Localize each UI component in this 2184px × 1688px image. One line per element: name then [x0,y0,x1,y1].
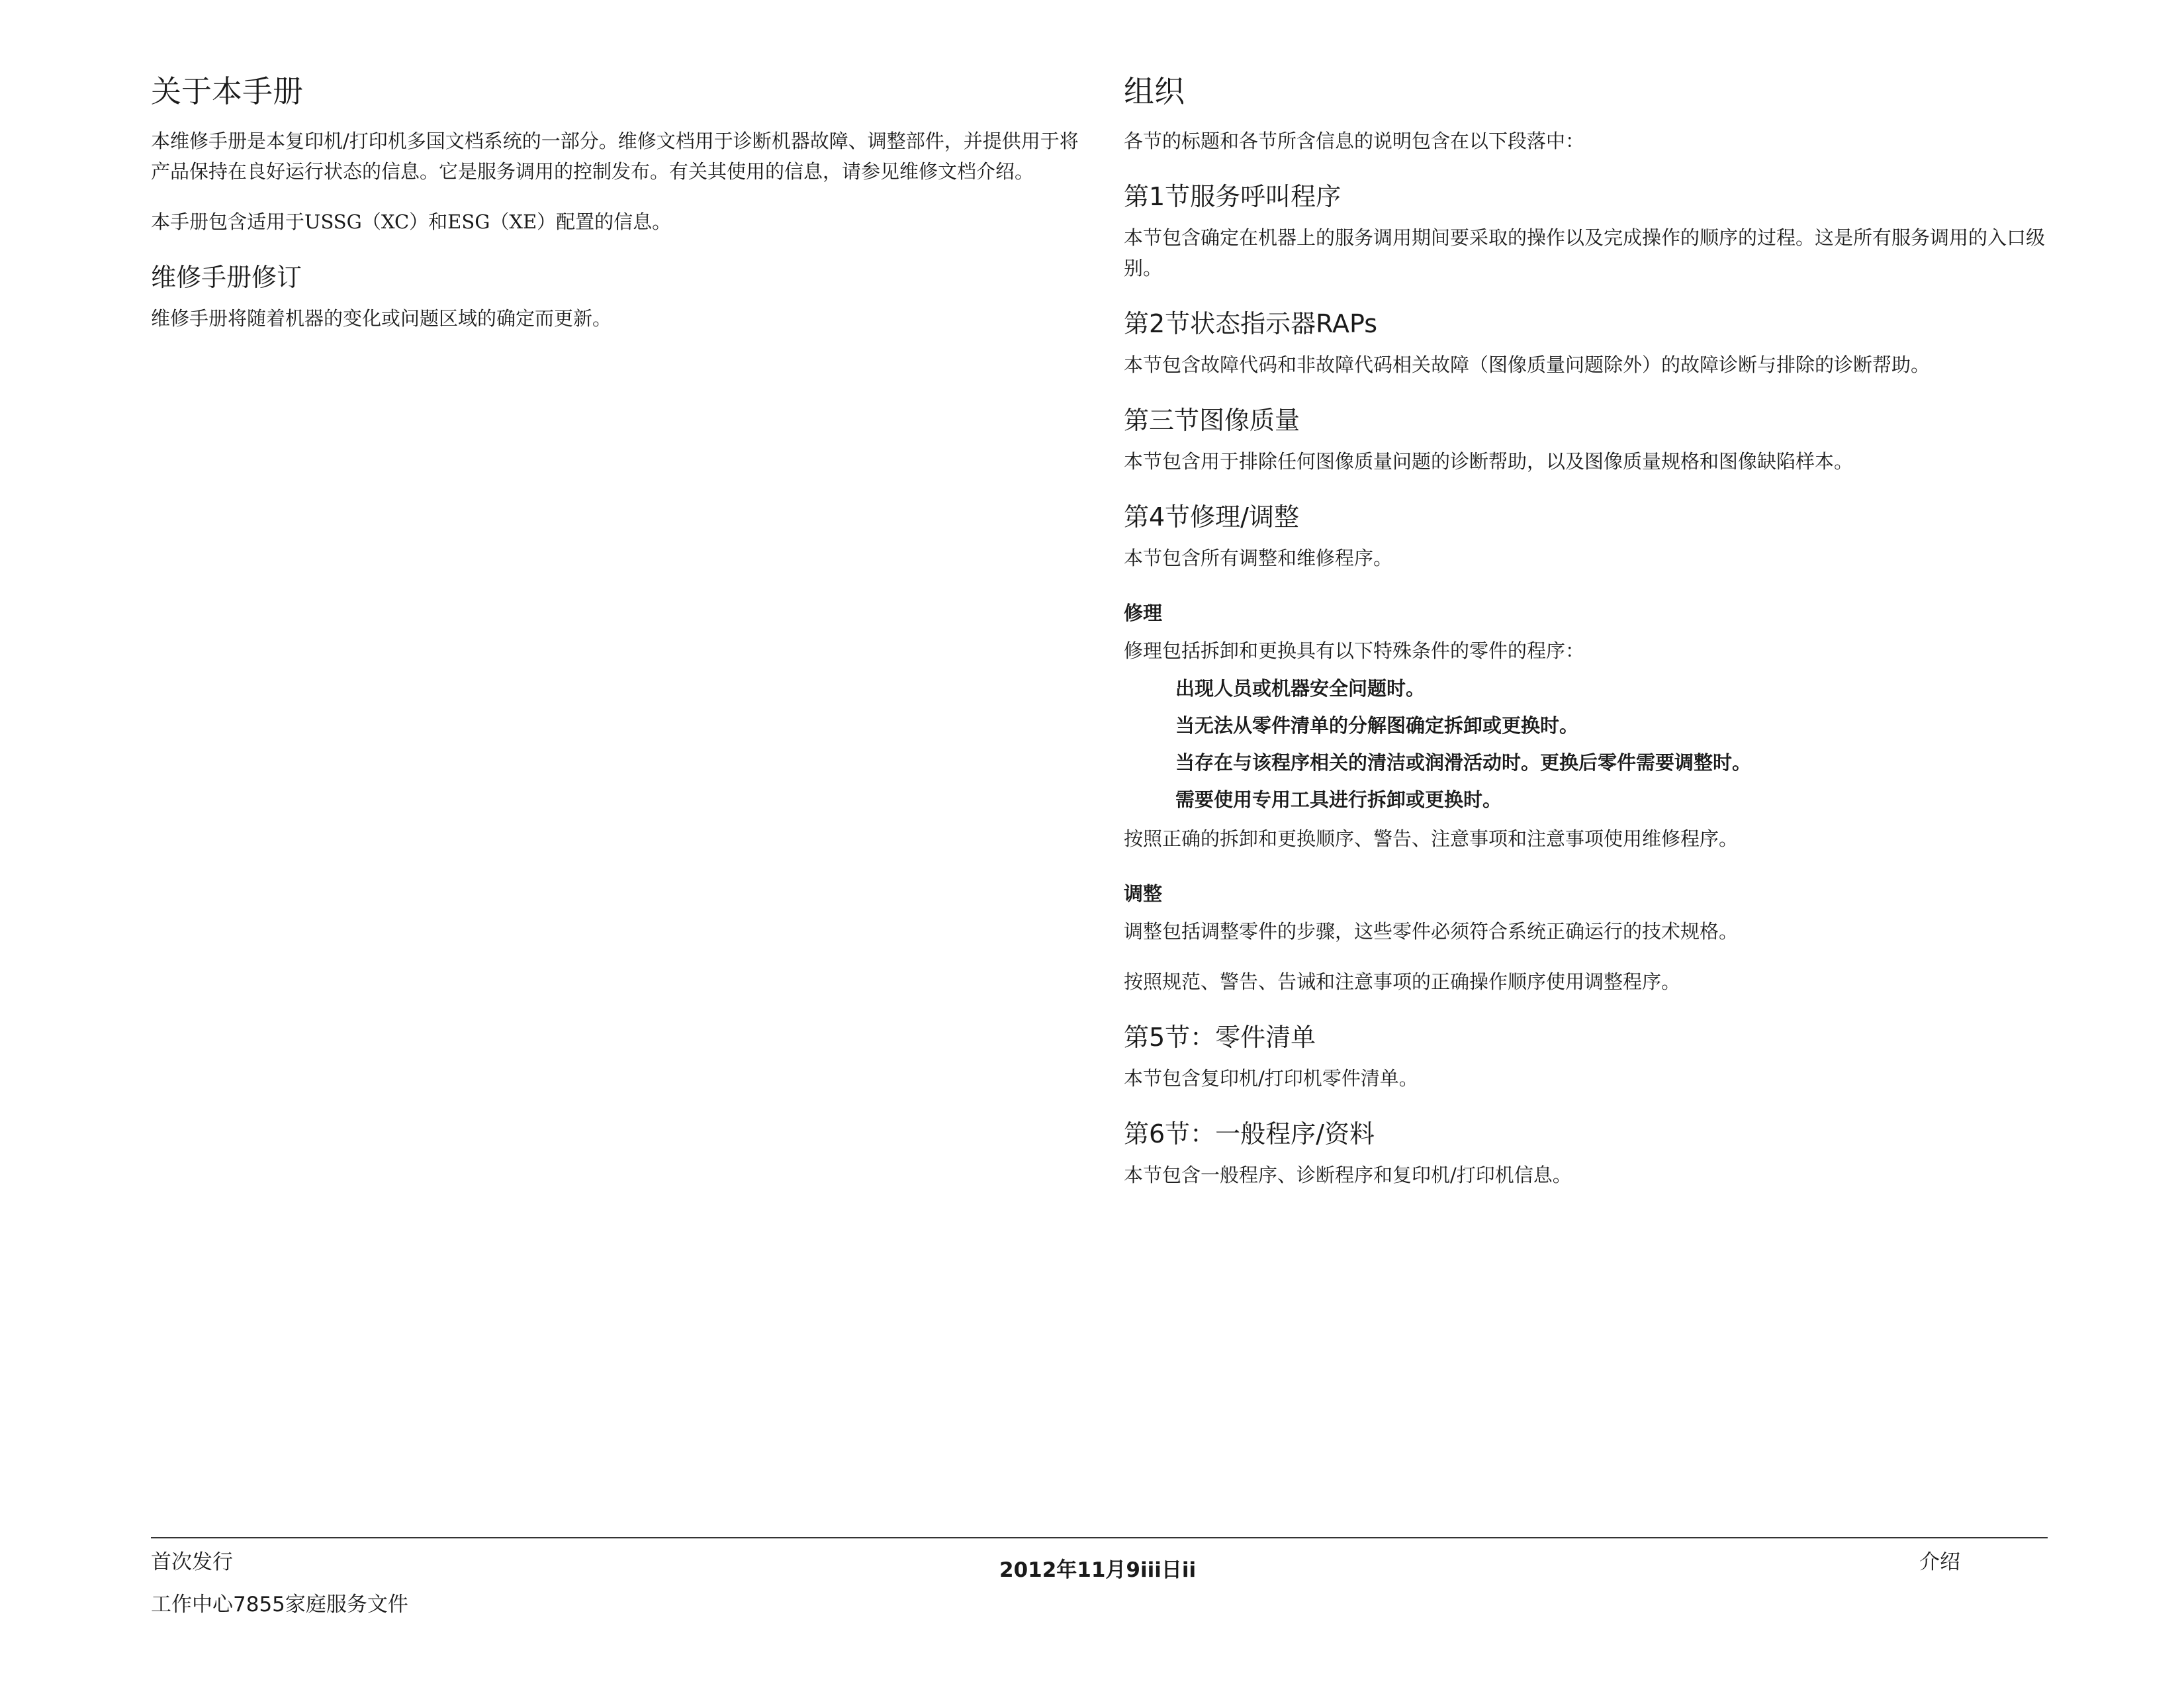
footer-issue: 首次发行 [151,1550,233,1574]
footer-divider [151,1537,2048,1538]
section3-heading: 第三节图像质量 [1124,406,1300,435]
about-manual-heading: 关于本手册 [151,73,303,109]
section5-heading: 第5节：零件清单 [1124,1023,1316,1052]
adjust-text-2: 按照规范、警告、告诫和注意事项的正确操作顺序使用调整程序。 [1124,970,1681,993]
section6-text: 本节包含一般程序、诊断程序和复印机/打印机信息。 [1124,1164,1572,1186]
section6-heading: 第6节：一般程序/资料 [1124,1119,1375,1149]
list-item: 需要使用专用工具进行拆卸或更换时。 [1175,788,1502,811]
list-item: 出现人员或机器安全问题时。 [1175,677,1426,700]
revision-text: 维修手册将随着机器的变化或问题区域的确定而更新。 [151,307,612,330]
revision-heading: 维修手册修订 [151,263,302,292]
right-column [1124,71,2050,1210]
section2-text: 本节包含故障代码和非故障代码相关故障（图像质量问题除外）的故障诊断与排除的诊断帮助。 [1124,353,1931,376]
section3-text: 本节包含用于排除任何图像质量问题的诊断帮助，以及图像质量规格和图像缺陷样本。 [1124,450,1854,473]
section1-heading: 第1节服务呼叫程序 [1124,182,1342,211]
section1-text: 本节包含确定在机器上的服务调用期间要采取的操作以及完成操作的顺序的过程。这是所有服务调用的入口级别。 [1124,226,2046,279]
repair-conditions-list [1175,670,2050,818]
repair-heading: 修理 [1124,602,1163,624]
left-column [151,71,1091,353]
section4-text: 本节包含所有调整和维修程序。 [1124,547,1393,569]
repair-intro: 修理包括拆卸和更换具有以下特殊条件的零件的程序： [1124,639,1585,662]
list-item: 当存在与该程序相关的清洁或润滑活动时。更换后零件需要调整时。 [1175,751,1752,774]
footer-date: 2012年11月9iii日ii [999,1558,1197,1582]
organization-heading: 组织 [1124,73,1185,109]
config-note: 本手册包含适用于USSG（XC）和ESG（XE）配置的信息。 [151,211,672,233]
repair-outro: 按照正确的拆卸和更换顺序、警告、注意事项和注意事项使用维修程序。 [1124,827,1739,850]
section4-heading: 第4节修理/调整 [1124,502,1299,532]
organization-intro: 各节的标题和各节所含信息的说明包含在以下段落中： [1124,130,1585,152]
list-item: 当无法从零件清单的分解图确定拆卸或更换时。 [1175,714,1579,737]
section2-heading: 第2节状态指示器RAPs [1124,309,1378,338]
adjust-text-1: 调整包括调整零件的步骤，这些零件必须符合系统正确运行的技术规格。 [1124,920,1739,943]
footer-section-name: 介绍 [1919,1550,1960,1574]
footer-document-title: 工作中心7855家庭服务文件 [151,1593,408,1617]
adjust-heading: 调整 [1124,882,1163,905]
section5-text: 本节包含复印机/打印机零件清单。 [1124,1067,1418,1090]
about-manual-intro: 本维修手册是本复印机/打印机多国文档系统的一部分。维修文档用于诊断机器故障、调整部件，并提供用于将产品保持在良好运行状态的信息。它是服务调用的控制发布。有关其使用的信息，请参见维修文档介绍。 [151,130,1079,183]
